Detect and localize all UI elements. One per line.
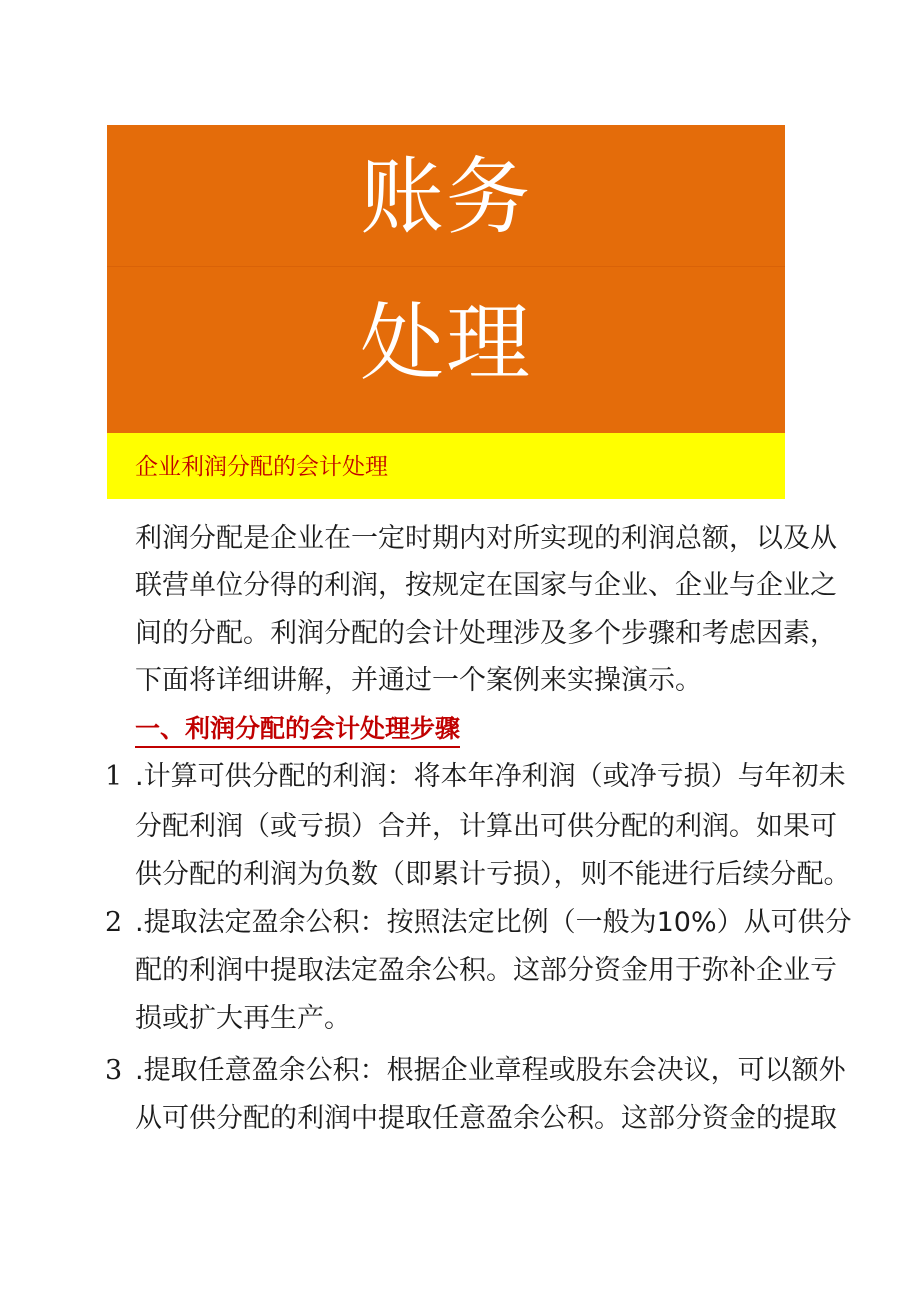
step-1-line-2: 分配利润（或亏损）合并，计算出可供分配的利润。如果可: [135, 811, 837, 842]
step-2-line-3: 损或扩大再生产。: [135, 1003, 351, 1034]
step-number-2: 2: [105, 907, 123, 938]
step-number-1: 1: [105, 761, 123, 792]
subtitle: 企业利润分配的会计处理: [135, 454, 388, 480]
intro-line-1: 利润分配是企业在一定时期内对所实现的利润总额，以及从: [135, 523, 837, 554]
banner-divider: [107, 266, 785, 267]
intro-line-2: 联营单位分得的利润，按规定在国家与企业、企业与企业之: [135, 570, 837, 601]
step-1-line-3: 供分配的利润为负数（即累计亏损），则不能进行后续分配。: [135, 859, 851, 890]
title-banner: [107, 125, 785, 433]
banner-title-line2: 处理: [359, 294, 532, 392]
step-number-3: 3: [105, 1055, 123, 1086]
subtitle-bar: [107, 433, 785, 499]
step-2-line-1: .提取法定盈余公积：按照法定比例（一般为10%）从可供分: [135, 907, 852, 938]
step-3-line-2: 从可供分配的利润中提取任意盈余公积。这部分资金的提取: [135, 1103, 837, 1134]
section-heading: 一、利润分配的会计处理步骤: [135, 712, 460, 748]
intro-line-4: 下面将详细讲解，并通过一个案例来实操演示。: [135, 665, 702, 696]
step-2-line-2: 配的利润中提取法定盈余公积。这部分资金用于弥补企业亏: [135, 955, 837, 986]
step-3-line-1: .提取任意盈余公积：根据企业章程或股东会决议，可以额外: [135, 1055, 846, 1086]
step-1-line-1: .计算可供分配的利润：将本年净利润（或净亏损）与年初未: [135, 761, 846, 792]
intro-line-3: 间的分配。利润分配的会计处理涉及多个步骤和考虑因素，: [135, 618, 837, 649]
banner-title-line1: 账务: [359, 148, 532, 246]
